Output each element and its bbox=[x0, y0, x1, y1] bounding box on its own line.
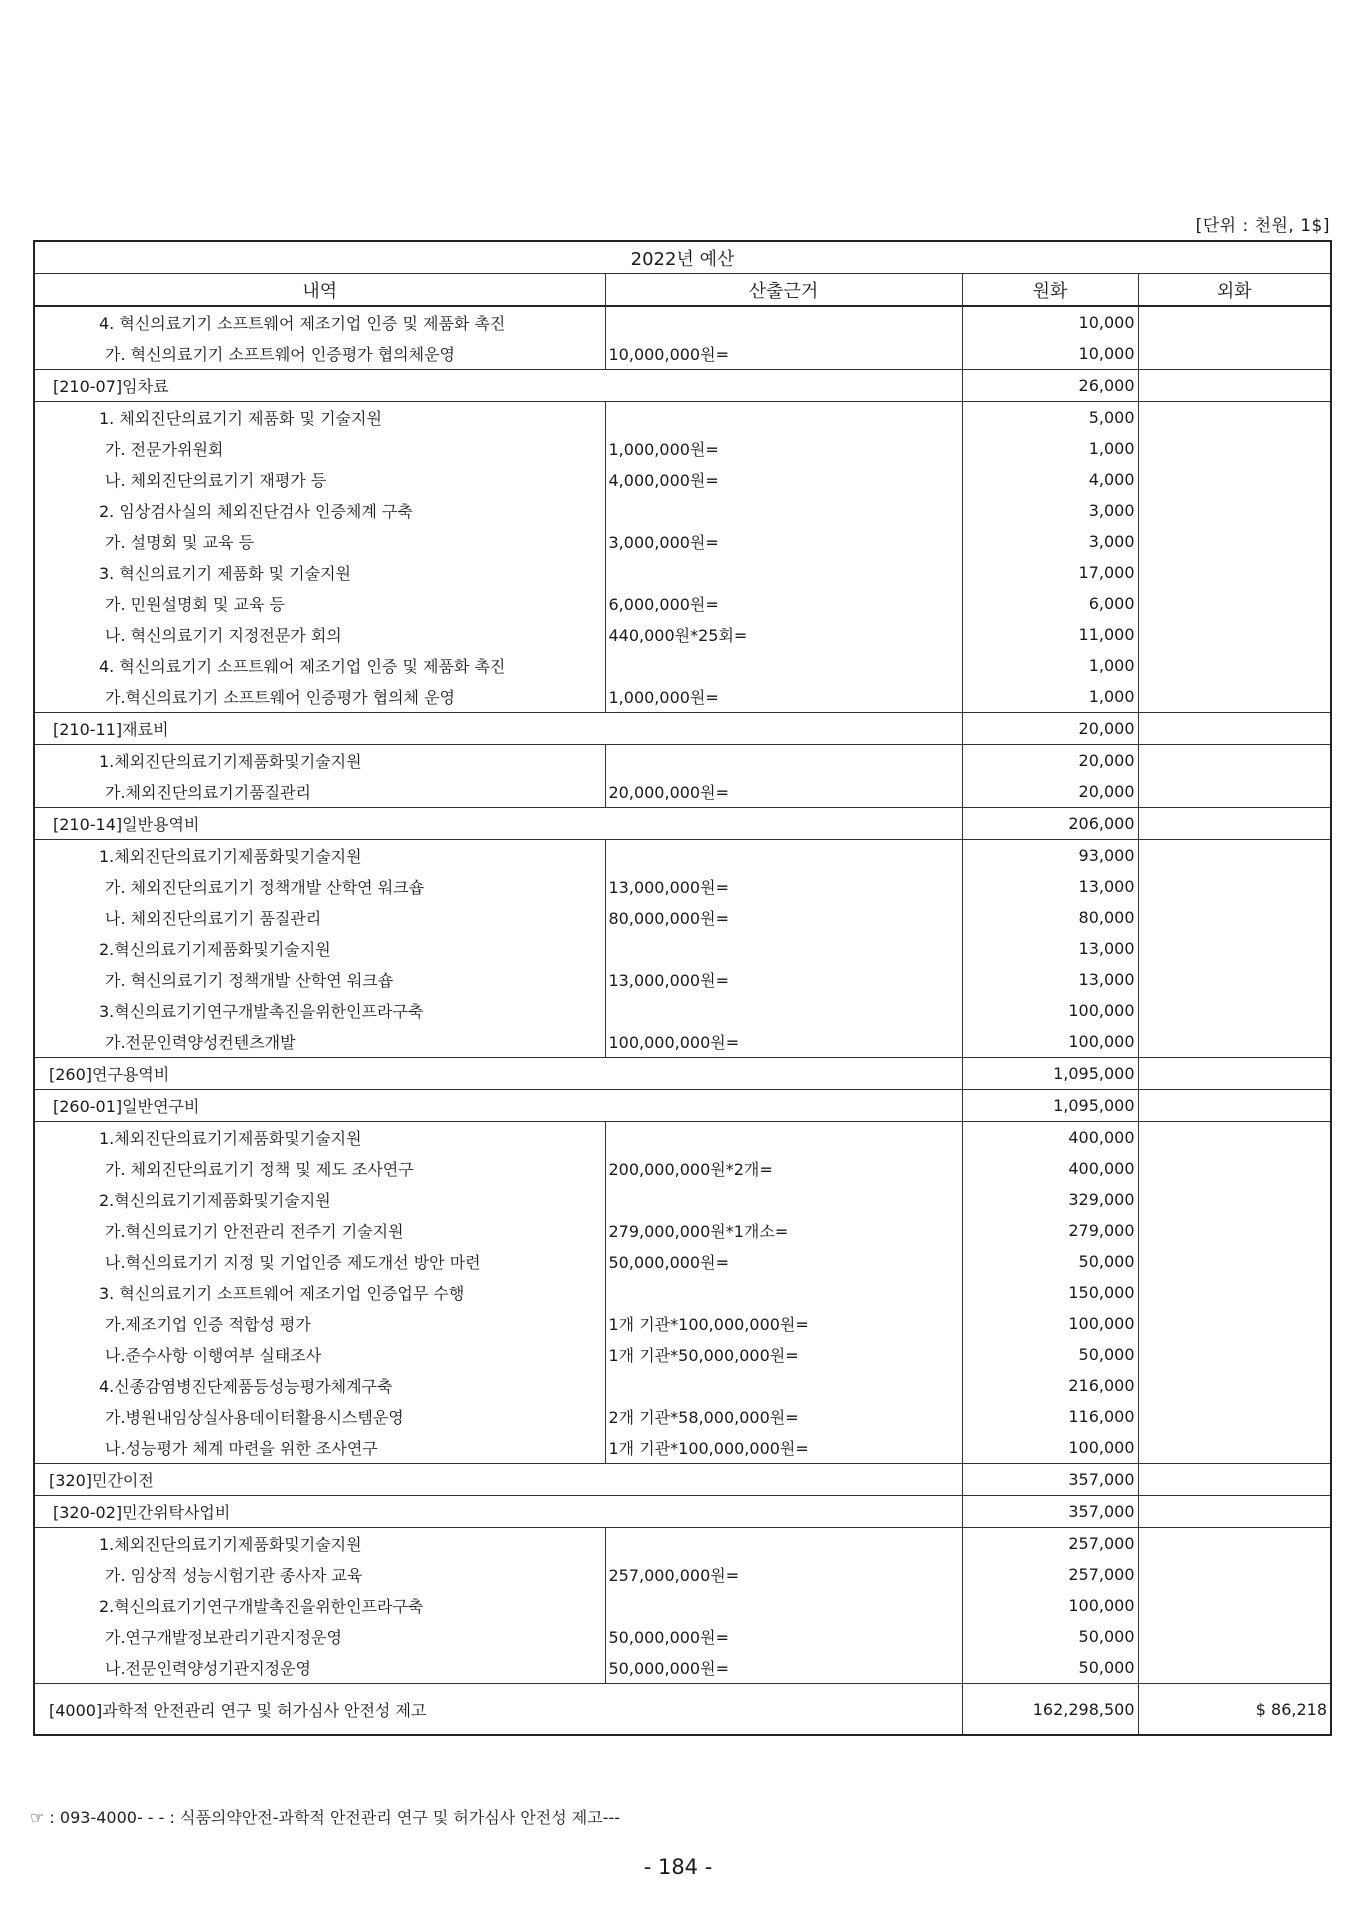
row-krw: 357,000 bbox=[962, 1464, 1138, 1496]
table-row bbox=[34, 776, 1331, 808]
table-row bbox=[34, 433, 1331, 464]
row-fx bbox=[1138, 1215, 1331, 1246]
header-desc: 내역 bbox=[34, 274, 605, 307]
row-krw: 100,000 bbox=[962, 1026, 1138, 1058]
row-fx bbox=[1138, 1246, 1331, 1277]
table-row bbox=[34, 871, 1331, 902]
row-fx bbox=[1138, 964, 1331, 995]
row-fx bbox=[1138, 1058, 1331, 1090]
row-basis bbox=[605, 1122, 962, 1154]
table-body bbox=[34, 306, 1331, 1684]
row-krw: 50,000 bbox=[962, 1652, 1138, 1684]
table-row bbox=[34, 588, 1331, 619]
row-fx bbox=[1138, 840, 1331, 872]
row-desc: 2.혁신의료기기제품화및기술지원 bbox=[34, 1184, 605, 1215]
row-desc: [320]민간이전 bbox=[34, 1464, 962, 1496]
table-row bbox=[34, 1246, 1331, 1277]
table-row bbox=[34, 1184, 1331, 1215]
table-row bbox=[34, 933, 1331, 964]
row-krw: 3,000 bbox=[962, 495, 1138, 526]
row-basis: 1개 기관*100,000,000원= bbox=[605, 1308, 962, 1339]
table-row bbox=[34, 1621, 1331, 1652]
row-fx bbox=[1138, 650, 1331, 681]
row-basis: 10,000,000원= bbox=[605, 338, 962, 370]
table-row bbox=[34, 338, 1331, 370]
row-basis: 257,000,000원= bbox=[605, 1559, 962, 1590]
row-krw: 13,000 bbox=[962, 871, 1138, 902]
row-basis: 50,000,000원= bbox=[605, 1246, 962, 1277]
row-fx bbox=[1138, 1122, 1331, 1154]
row-basis: 20,000,000원= bbox=[605, 776, 962, 808]
row-basis: 2개 기관*58,000,000원= bbox=[605, 1401, 962, 1432]
row-desc: 가.제조기업 인증 적합성 평가 bbox=[34, 1308, 605, 1339]
row-fx bbox=[1138, 776, 1331, 808]
row-krw: 20,000 bbox=[962, 745, 1138, 777]
row-desc: 가.병원내임상실사용데이터활용시스템운영 bbox=[34, 1401, 605, 1432]
row-basis bbox=[605, 1528, 962, 1560]
row-basis bbox=[605, 557, 962, 588]
row-krw: 100,000 bbox=[962, 1432, 1138, 1464]
row-fx bbox=[1138, 1184, 1331, 1215]
table-row bbox=[34, 619, 1331, 650]
table-row bbox=[34, 745, 1331, 777]
row-basis: 6,000,000원= bbox=[605, 588, 962, 619]
row-krw: 10,000 bbox=[962, 338, 1138, 370]
row-desc: [320-02]민간위탁사업비 bbox=[34, 1496, 962, 1528]
row-fx bbox=[1138, 338, 1331, 370]
row-krw: 50,000 bbox=[962, 1246, 1138, 1277]
row-fx bbox=[1138, 1401, 1331, 1432]
row-fx bbox=[1138, 1528, 1331, 1560]
row-fx bbox=[1138, 713, 1331, 745]
row-basis: 50,000,000원= bbox=[605, 1652, 962, 1684]
row-fx bbox=[1138, 495, 1331, 526]
total-row bbox=[34, 1684, 1331, 1736]
row-fx bbox=[1138, 871, 1331, 902]
table-row bbox=[34, 1090, 1331, 1122]
table-row bbox=[34, 1370, 1331, 1401]
table-row bbox=[34, 1058, 1331, 1090]
row-desc: 가.혁신의료기기 소프트웨어 인증평가 협의체 운영 bbox=[34, 681, 605, 713]
row-krw: 257,000 bbox=[962, 1528, 1138, 1560]
row-krw: 206,000 bbox=[962, 808, 1138, 840]
row-desc: 1.체외진단의료기기제품화및기술지원 bbox=[34, 745, 605, 777]
table-row bbox=[34, 495, 1331, 526]
row-basis: 1개 기관*50,000,000원= bbox=[605, 1339, 962, 1370]
row-krw: 400,000 bbox=[962, 1153, 1138, 1184]
row-krw: 13,000 bbox=[962, 964, 1138, 995]
row-basis bbox=[605, 495, 962, 526]
row-desc: 4. 혁신의료기기 소프트웨어 제조기업 인증 및 제품화 촉진 bbox=[34, 306, 605, 338]
row-desc: 가.연구개발정보관리기관지정운영 bbox=[34, 1621, 605, 1652]
row-desc: 3. 혁신의료기기 소프트웨어 제조기업 인증업무 수행 bbox=[34, 1277, 605, 1308]
row-krw: 257,000 bbox=[962, 1559, 1138, 1590]
row-krw: 6,000 bbox=[962, 588, 1138, 619]
table-row bbox=[34, 681, 1331, 713]
row-krw: 1,000 bbox=[962, 681, 1138, 713]
row-desc: 가.전문인력양성컨텐츠개발 bbox=[34, 1026, 605, 1058]
row-desc: 가.혁신의료기기 안전관리 전주기 기술지원 bbox=[34, 1215, 605, 1246]
row-desc: 3. 혁신의료기기 제품화 및 기술지원 bbox=[34, 557, 605, 588]
row-fx bbox=[1138, 681, 1331, 713]
row-basis: 1개 기관*100,000,000원= bbox=[605, 1432, 962, 1464]
row-basis: 279,000,000원*1개소= bbox=[605, 1215, 962, 1246]
row-desc: 1.체외진단의료기기제품화및기술지원 bbox=[34, 1122, 605, 1154]
row-fx bbox=[1138, 370, 1331, 402]
row-krw: 100,000 bbox=[962, 1590, 1138, 1621]
row-krw: 1,000 bbox=[962, 650, 1138, 681]
table-row bbox=[34, 1401, 1331, 1432]
row-fx bbox=[1138, 402, 1331, 434]
row-desc: 나. 체외진단의료기기 재평가 등 bbox=[34, 464, 605, 495]
row-desc: 나. 혁신의료기기 지정전문가 회의 bbox=[34, 619, 605, 650]
row-fx bbox=[1138, 1308, 1331, 1339]
header-fx: 외화 bbox=[1138, 274, 1331, 307]
table-row bbox=[34, 1153, 1331, 1184]
row-basis: 80,000,000원= bbox=[605, 902, 962, 933]
row-fx bbox=[1138, 1432, 1331, 1464]
row-desc: 2.혁신의료기기연구개발촉진을위한인프라구축 bbox=[34, 1590, 605, 1621]
row-desc: [210-14]일반용역비 bbox=[34, 808, 962, 840]
row-fx bbox=[1138, 1590, 1331, 1621]
table-row bbox=[34, 964, 1331, 995]
table-row bbox=[34, 1026, 1331, 1058]
row-basis bbox=[605, 840, 962, 872]
row-fx bbox=[1138, 745, 1331, 777]
row-fx bbox=[1138, 808, 1331, 840]
row-desc: 가. 설명회 및 교육 등 bbox=[34, 526, 605, 557]
unit-label: [단위 : 천원, 1$] bbox=[1195, 216, 1330, 236]
row-desc: 1.체외진단의료기기제품화및기술지원 bbox=[34, 840, 605, 872]
table-row bbox=[34, 1122, 1331, 1154]
row-basis bbox=[605, 1277, 962, 1308]
row-krw: 17,000 bbox=[962, 557, 1138, 588]
page-number: - 184 - bbox=[643, 1855, 713, 1879]
row-krw: 26,000 bbox=[962, 370, 1138, 402]
row-fx bbox=[1138, 433, 1331, 464]
row-krw: 3,000 bbox=[962, 526, 1138, 557]
row-fx bbox=[1138, 1339, 1331, 1370]
total-krw: 162,298,500 bbox=[962, 1684, 1138, 1736]
row-basis: 200,000,000원*2개= bbox=[605, 1153, 962, 1184]
row-fx bbox=[1138, 995, 1331, 1026]
row-fx bbox=[1138, 933, 1331, 964]
row-desc: 가.체외진단의료기기품질관리 bbox=[34, 776, 605, 808]
row-desc: 4.신종감염병진단제품등성능평가체계구축 bbox=[34, 1370, 605, 1401]
row-krw: 329,000 bbox=[962, 1184, 1138, 1215]
row-krw: 116,000 bbox=[962, 1401, 1138, 1432]
row-desc: 가. 혁신의료기기 소프트웨어 인증평가 협의체운영 bbox=[34, 338, 605, 370]
row-desc: [260]연구용역비 bbox=[34, 1058, 962, 1090]
row-basis bbox=[605, 1590, 962, 1621]
row-krw: 357,000 bbox=[962, 1496, 1138, 1528]
row-desc: 가. 전문가위원회 bbox=[34, 433, 605, 464]
table-row bbox=[34, 1590, 1331, 1621]
row-fx bbox=[1138, 1496, 1331, 1528]
row-desc: 가. 혁신의료기기 정책개발 산학연 워크숍 bbox=[34, 964, 605, 995]
table-title: 2022년 예산 bbox=[34, 241, 1331, 274]
table-row bbox=[34, 902, 1331, 933]
row-krw: 20,000 bbox=[962, 713, 1138, 745]
row-desc: 가. 체외진단의료기기 정책개발 산학연 워크숍 bbox=[34, 871, 605, 902]
row-basis bbox=[605, 995, 962, 1026]
total-fx: $ 86,218 bbox=[1138, 1684, 1331, 1736]
row-desc: 나.준수사항 이행여부 실태조사 bbox=[34, 1339, 605, 1370]
row-basis: 440,000원*25회= bbox=[605, 619, 962, 650]
row-fx bbox=[1138, 1652, 1331, 1684]
row-desc: 나. 체외진단의료기기 품질관리 bbox=[34, 902, 605, 933]
row-fx bbox=[1138, 619, 1331, 650]
row-fx bbox=[1138, 526, 1331, 557]
row-desc: 가. 체외진단의료기기 정책 및 제도 조사연구 bbox=[34, 1153, 605, 1184]
row-basis: 13,000,000원= bbox=[605, 871, 962, 902]
row-fx bbox=[1138, 557, 1331, 588]
table-row bbox=[34, 995, 1331, 1026]
row-krw: 100,000 bbox=[962, 1308, 1138, 1339]
row-krw: 4,000 bbox=[962, 464, 1138, 495]
row-desc: 나.성능평가 체계 마련을 위한 조사연구 bbox=[34, 1432, 605, 1464]
row-desc: 2. 임상검사실의 체외진단검사 인증체계 구축 bbox=[34, 495, 605, 526]
row-desc: 1. 체외진단의료기기 제품화 및 기술지원 bbox=[34, 402, 605, 434]
row-krw: 279,000 bbox=[962, 1215, 1138, 1246]
table-row bbox=[34, 808, 1331, 840]
table-row bbox=[34, 1339, 1331, 1370]
row-basis bbox=[605, 745, 962, 777]
table-row bbox=[34, 650, 1331, 681]
row-basis: 4,000,000원= bbox=[605, 464, 962, 495]
row-krw: 50,000 bbox=[962, 1339, 1138, 1370]
row-krw: 93,000 bbox=[962, 840, 1138, 872]
row-krw: 1,095,000 bbox=[962, 1090, 1138, 1122]
row-krw: 80,000 bbox=[962, 902, 1138, 933]
row-krw: 50,000 bbox=[962, 1621, 1138, 1652]
total-desc: [4000]과학적 안전관리 연구 및 허가심사 안전성 제고 bbox=[34, 1684, 962, 1736]
budget-table bbox=[33, 240, 1332, 1736]
row-fx bbox=[1138, 1559, 1331, 1590]
row-basis bbox=[605, 1184, 962, 1215]
row-fx bbox=[1138, 902, 1331, 933]
row-krw: 10,000 bbox=[962, 306, 1138, 338]
row-desc: [210-11]재료비 bbox=[34, 713, 962, 745]
row-fx bbox=[1138, 464, 1331, 495]
table-row bbox=[34, 713, 1331, 745]
table-row bbox=[34, 402, 1331, 434]
row-fx bbox=[1138, 1026, 1331, 1058]
row-desc: 4. 혁신의료기기 소프트웨어 제조기업 인증 및 제품화 촉진 bbox=[34, 650, 605, 681]
table-row bbox=[34, 1496, 1331, 1528]
row-krw: 1,095,000 bbox=[962, 1058, 1138, 1090]
table-row bbox=[34, 1432, 1331, 1464]
row-krw: 100,000 bbox=[962, 995, 1138, 1026]
row-krw: 1,000 bbox=[962, 433, 1138, 464]
table-row bbox=[34, 1559, 1331, 1590]
table-row bbox=[34, 464, 1331, 495]
row-basis: 50,000,000원= bbox=[605, 1621, 962, 1652]
table-row bbox=[34, 1652, 1331, 1684]
footnote: ☞ : 093-4000- - - : 식품의약안전-과학적 안전관리 연구 및 허가심사 안전성 제고--- bbox=[30, 1808, 621, 1827]
row-basis: 3,000,000원= bbox=[605, 526, 962, 557]
row-basis bbox=[605, 306, 962, 338]
table-row bbox=[34, 1308, 1331, 1339]
table-row bbox=[34, 306, 1331, 338]
row-fx bbox=[1138, 1277, 1331, 1308]
row-desc: 가. 임상적 성능시험기관 종사자 교육 bbox=[34, 1559, 605, 1590]
row-desc: 가. 민원설명회 및 교육 등 bbox=[34, 588, 605, 619]
row-basis: 1,000,000원= bbox=[605, 681, 962, 713]
row-fx bbox=[1138, 1090, 1331, 1122]
row-fx bbox=[1138, 588, 1331, 619]
table-row bbox=[34, 1277, 1331, 1308]
row-desc: 1.체외진단의료기기제품화및기술지원 bbox=[34, 1528, 605, 1560]
row-krw: 20,000 bbox=[962, 776, 1138, 808]
row-krw: 216,000 bbox=[962, 1370, 1138, 1401]
table-row bbox=[34, 370, 1331, 402]
row-krw: 13,000 bbox=[962, 933, 1138, 964]
row-basis bbox=[605, 1370, 962, 1401]
row-fx bbox=[1138, 1464, 1331, 1496]
row-fx bbox=[1138, 1153, 1331, 1184]
row-basis bbox=[605, 933, 962, 964]
row-basis bbox=[605, 402, 962, 434]
row-desc: 나.혁신의료기기 지정 및 기업인증 제도개선 방안 마련 bbox=[34, 1246, 605, 1277]
row-basis: 13,000,000원= bbox=[605, 964, 962, 995]
row-desc: 나.전문인력양성기관지정운영 bbox=[34, 1652, 605, 1684]
table-row bbox=[34, 1464, 1331, 1496]
row-fx bbox=[1138, 306, 1331, 338]
table-row bbox=[34, 526, 1331, 557]
table-row bbox=[34, 557, 1331, 588]
row-desc: [260-01]일반연구비 bbox=[34, 1090, 962, 1122]
table-row bbox=[34, 1528, 1331, 1560]
row-fx bbox=[1138, 1621, 1331, 1652]
row-krw: 400,000 bbox=[962, 1122, 1138, 1154]
table-row bbox=[34, 840, 1331, 872]
row-basis bbox=[605, 650, 962, 681]
row-desc: 2.혁신의료기기제품화및기술지원 bbox=[34, 933, 605, 964]
header-basis: 산출근거 bbox=[605, 274, 962, 307]
row-krw: 5,000 bbox=[962, 402, 1138, 434]
table-row bbox=[34, 1215, 1331, 1246]
row-desc: [210-07]임차료 bbox=[34, 370, 962, 402]
row-basis: 1,000,000원= bbox=[605, 433, 962, 464]
row-krw: 11,000 bbox=[962, 619, 1138, 650]
row-desc: 3.혁신의료기기연구개발촉진을위한인프라구축 bbox=[34, 995, 605, 1026]
row-fx bbox=[1138, 1370, 1331, 1401]
header-krw: 원화 bbox=[962, 274, 1138, 307]
row-basis: 100,000,000원= bbox=[605, 1026, 962, 1058]
row-krw: 150,000 bbox=[962, 1277, 1138, 1308]
